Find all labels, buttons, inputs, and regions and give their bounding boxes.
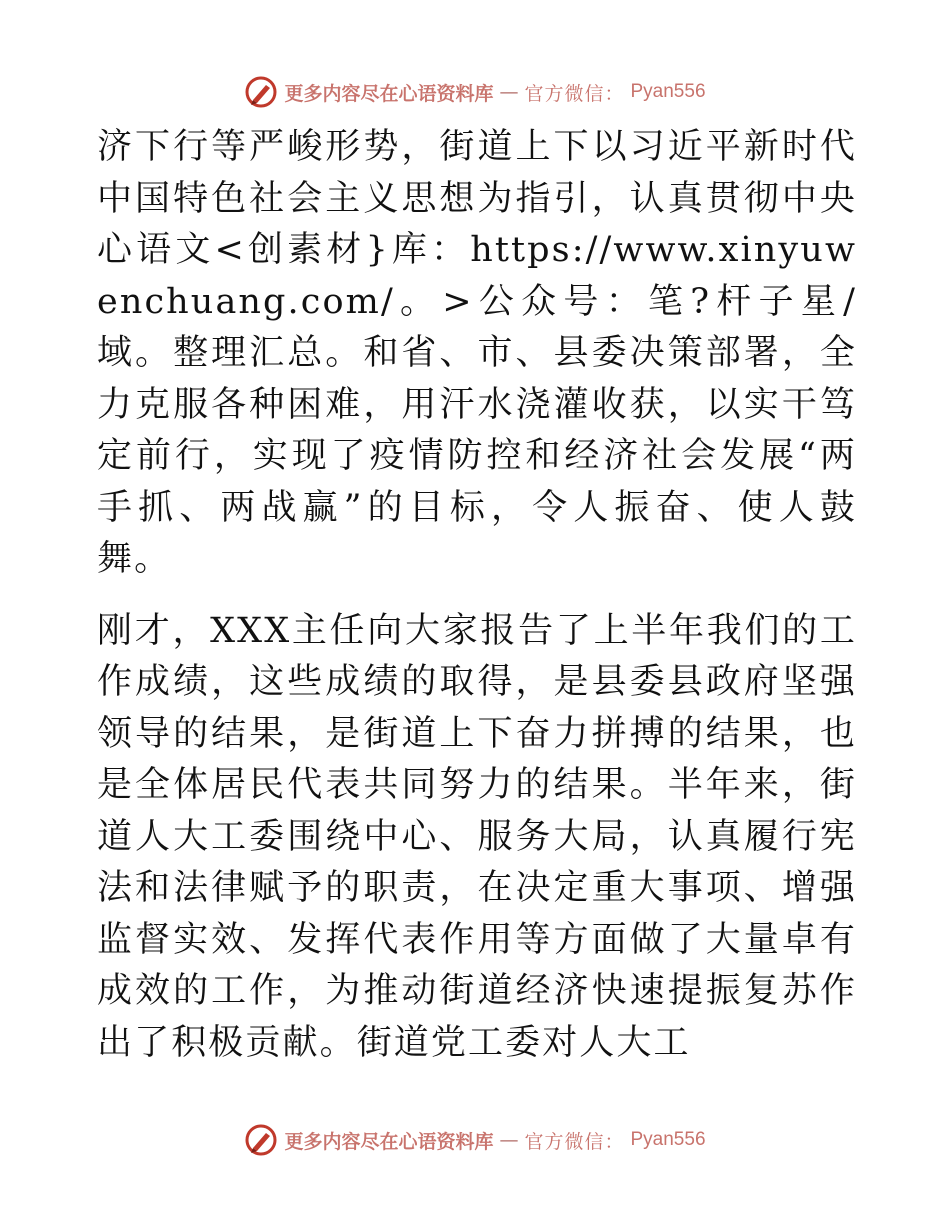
banner-dash: — [499, 1129, 519, 1151]
wechat-id: Pyan556 [630, 81, 706, 102]
paragraph-2: 刚才，XXX主任向大家报告了上半年我们的工作成绩，这些成绩的取得，是县委县政府坚强领导的结果，是街道上下奋力拼搏的结果，也是全体居民代表共同努力的结果。半年来，街道人大工委围绕中心、服务大局，认真履行宪法和法律赋予的职责，在决定重大事项、增强监督实效、发挥代表作用等方面做了大量卓有成效的工作，为推动街道经济快速提振复苏作出了积极贡献。街道党工委对人大工 [97, 610, 857, 1063]
banner-text: 更多内容尽在心语资料库 [284, 1130, 494, 1153]
wechat-id: Pyan556 [630, 1129, 706, 1150]
footer-banner [0, 1120, 950, 1160]
banner-dash: — [499, 81, 519, 103]
wechat-label: 官方微信： [524, 82, 625, 105]
header-banner [0, 72, 950, 112]
pen-logo-icon [244, 1123, 278, 1157]
pen-logo-icon [244, 75, 278, 109]
wechat-label: 官方微信： [524, 1130, 625, 1153]
document-body [97, 122, 857, 1069]
banner-text: 更多内容尽在心语资料库 [284, 82, 494, 105]
paragraph-1: 济下行等严峻形势，街道上下以习近平新时代中国特色社会主义思想为指引，认真贯彻中央心语文<创素材}库：https://www.xinyuwenchuang.com/。>公众号：笔?杆子星/域。整理汇总。和省、市、县委决策部署，全力克服各种困难，用汗水浇灌收获，以实干笃定前行，实现了疫情防控和经济社会发展“两手抓、两战赢”的目标，令人振奋、使人鼓舞。 [97, 127, 857, 579]
